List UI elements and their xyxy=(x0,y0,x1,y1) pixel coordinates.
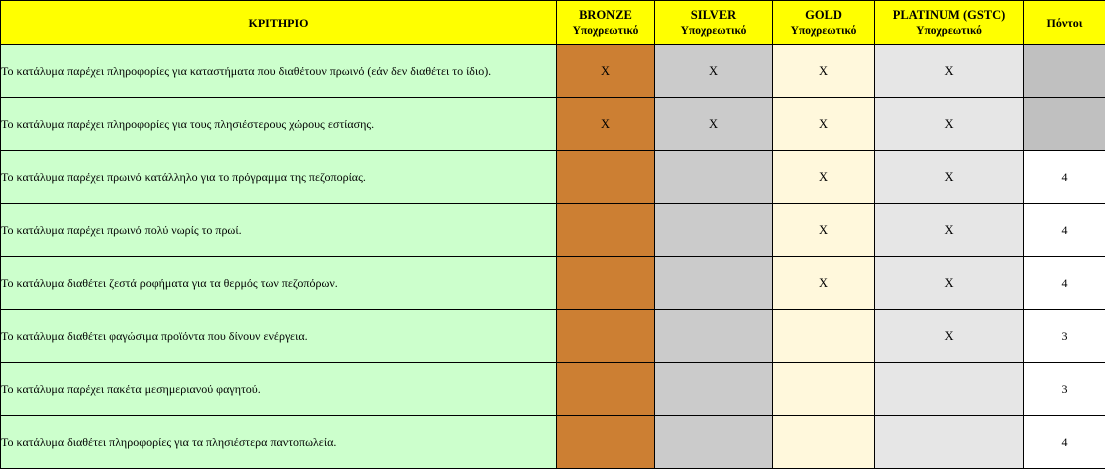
bronze-mark-cell xyxy=(557,416,655,469)
criterion-cell: Το κατάλυμα παρέχει πρωινό πολύ νωρίς το πρωί. xyxy=(1,204,557,257)
platinum-mark-cell: X xyxy=(875,310,1024,363)
gold-mark-cell xyxy=(773,310,875,363)
bronze-mark-cell: X xyxy=(557,45,655,98)
table-row xyxy=(1,45,1105,98)
silver-requirement-label: Υποχρεωτικό xyxy=(680,24,747,37)
criterion-cell: Το κατάλυμα διαθέτει ζεστά ροφήματα για τα θερμός των πεζοπόρων. xyxy=(1,257,557,310)
bronze-mark-cell: X xyxy=(557,98,655,151)
points-cell xyxy=(1024,45,1105,98)
table-row xyxy=(1,363,1105,416)
platinum-mark-cell: X xyxy=(875,151,1024,204)
table-row xyxy=(1,98,1105,151)
bronze-mark-cell xyxy=(557,204,655,257)
criterion-header: ΚΡΙΤΗΡΙΟ xyxy=(1,1,557,45)
gold-tier-label: GOLD xyxy=(805,7,842,22)
points-cell xyxy=(1024,98,1105,151)
silver-mark-cell xyxy=(655,151,773,204)
gold-mark-cell: X xyxy=(773,151,875,204)
platinum-mark-cell: X xyxy=(875,98,1024,151)
bronze-header xyxy=(557,1,655,45)
platinum-header xyxy=(875,1,1024,45)
header-row xyxy=(1,1,1105,45)
platinum-tier-label: PLATINUM (GSTC) xyxy=(892,7,1006,22)
bronze-requirement-label: Υποχρεωτικό xyxy=(572,24,639,37)
gold-mark-cell: X xyxy=(773,45,875,98)
platinum-requirement-label: Υποχρεωτικό xyxy=(916,24,982,37)
silver-mark-cell xyxy=(655,257,773,310)
silver-header xyxy=(655,1,773,45)
silver-mark-cell: X xyxy=(655,98,773,151)
gold-mark-cell: X xyxy=(773,204,875,257)
gold-mark-cell: X xyxy=(773,257,875,310)
table-row xyxy=(1,151,1105,204)
points-cell: 4 xyxy=(1024,204,1105,257)
silver-mark-cell xyxy=(655,204,773,257)
table-row xyxy=(1,310,1105,363)
bronze-mark-cell xyxy=(557,257,655,310)
criterion-cell: Το κατάλυμα διαθέτει πληροφορίες για τα πλησιέστερα παντοπωλεία. xyxy=(1,416,557,469)
points-header: Πόντοι xyxy=(1024,1,1105,45)
table-body xyxy=(1,45,1105,469)
silver-mark-cell xyxy=(655,310,773,363)
criterion-cell: Το κατάλυμα παρέχει πληροφορίες για καταστήματα που διαθέτουν πρωινό (εάν δεν διαθέτει το ίδιο). xyxy=(1,45,557,98)
points-cell: 3 xyxy=(1024,310,1105,363)
points-cell: 3 xyxy=(1024,363,1105,416)
criterion-cell: Το κατάλυμα διαθέτει φαγώσιμα προϊόντα που δίνουν ενέργεια. xyxy=(1,310,557,363)
silver-tier-label: SILVER xyxy=(690,7,737,22)
silver-mark-cell xyxy=(655,416,773,469)
bronze-mark-cell xyxy=(557,363,655,416)
points-cell: 4 xyxy=(1024,151,1105,204)
bronze-tier-label: BRONZE xyxy=(579,7,632,22)
gold-mark-cell xyxy=(773,416,875,469)
platinum-mark-cell: X xyxy=(875,45,1024,98)
platinum-mark-cell xyxy=(875,363,1024,416)
silver-mark-cell: X xyxy=(655,45,773,98)
gold-header xyxy=(773,1,875,45)
bronze-mark-cell xyxy=(557,151,655,204)
table-row xyxy=(1,204,1105,257)
criterion-cell: Το κατάλυμα παρέχει πληροφορίες για τους πλησιέστερους χώρους εστίασης. xyxy=(1,98,557,151)
criterion-cell: Το κατάλυμα παρέχει πακέτα μεσημεριανού φαγητού. xyxy=(1,363,557,416)
criterion-cell: Το κατάλυμα παρέχει πρωινό κατάλληλο για το πρόγραμμα της πεζοπορίας. xyxy=(1,151,557,204)
table-row xyxy=(1,416,1105,469)
silver-mark-cell xyxy=(655,363,773,416)
points-cell: 4 xyxy=(1024,257,1105,310)
table-row xyxy=(1,257,1105,310)
platinum-mark-cell: X xyxy=(875,257,1024,310)
platinum-mark-cell xyxy=(875,416,1024,469)
points-cell: 4 xyxy=(1024,416,1105,469)
gold-mark-cell xyxy=(773,363,875,416)
bronze-mark-cell xyxy=(557,310,655,363)
platinum-mark-cell: X xyxy=(875,204,1024,257)
gold-mark-cell: X xyxy=(773,98,875,151)
gold-requirement-label: Υποχρεωτικό xyxy=(790,24,857,37)
